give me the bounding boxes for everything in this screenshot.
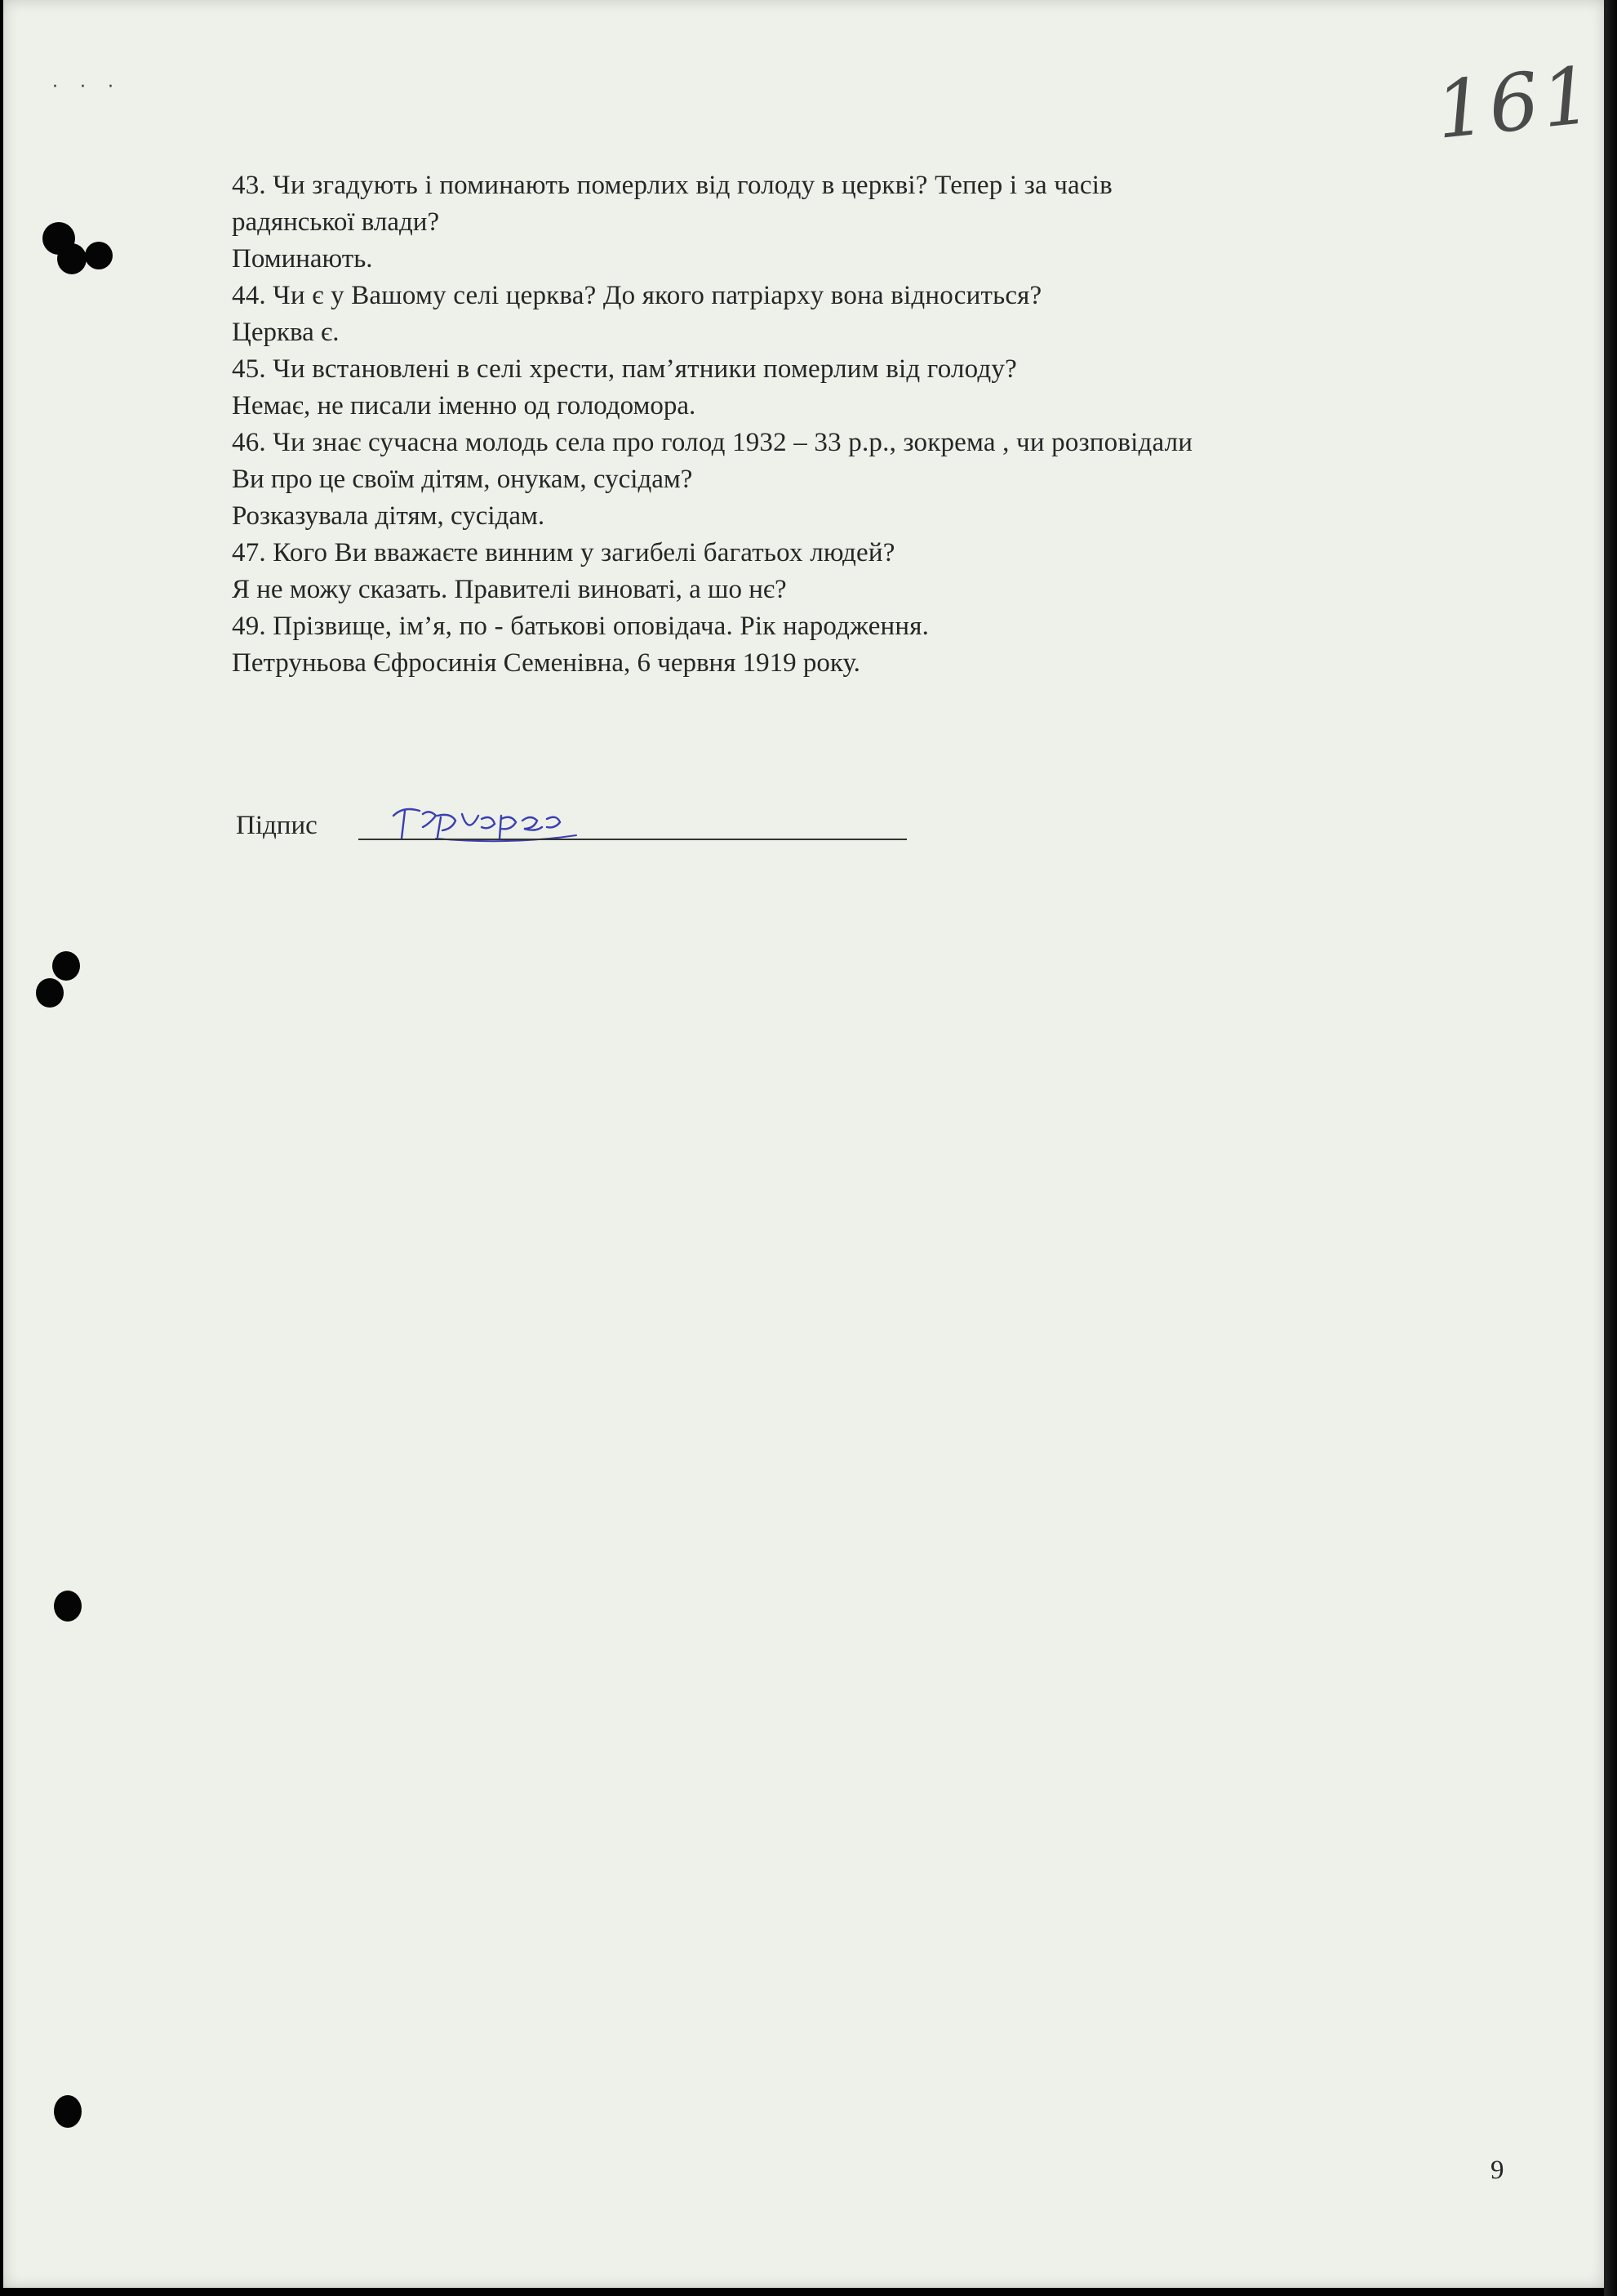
answer-43: Поминають. [232,244,373,274]
page-number: 9 [1490,2156,1504,2185]
signature-label: Підпис [236,811,318,840]
punch-hole-bottom [54,2095,82,2128]
question-45: 45. Чи встановлені в селі хрести, пам’ятники померлим від голоду? [232,354,1017,384]
question-46-line-2: Ви про це своїм дітям, онукам, сусідам? [232,465,693,494]
document-page [3,0,1605,2288]
scan-specks: · · · [52,77,122,97]
punch-hole-middle-upper [52,951,80,981]
answer-47: Я не можу сказать. Правителі виноваті, а шо нє? [232,575,787,604]
question-49: 49. Прізвище, ім’я, по - батькові оповідача. Рік народження. [232,612,930,641]
signature-area [236,796,922,861]
scan-edge [1604,0,1617,2296]
question-46-line-1: 46. Чи знає сучасна молодь села про голод 1932 – 33 р.р., зокрема , чи розповідали [232,428,1193,457]
answer-46: Розказувала дітям, сусідам. [232,501,545,531]
punch-hole-middle-lower [36,978,64,1008]
answer-44: Церква є. [232,318,340,347]
question-44: 44. Чи є у Вашому селі церква? До якого патріархy вона відноситься? [232,281,1042,310]
answer-49: Петруньова Єфросинія Семенівна, 6 червня 1919 року. [232,648,860,678]
question-43-line-1: 43. Чи згадують і поминають померлих від голоду в церкві? Тепер і за часів [232,171,1113,200]
signature-line [358,839,907,840]
answer-45: Немає, не писали іменно од голодомора. [232,391,696,420]
punch-hole-top-lower [57,243,87,274]
archive-number: 161 [1431,49,1600,157]
punch-hole-lower [54,1591,82,1622]
question-43-line-2: радянської влади? [232,207,440,237]
questionnaire-text [232,167,1489,682]
question-47: 47. Кого Ви вважаєте винним у загибелі багатьох людей? [232,538,895,567]
punch-hole-top-right [85,242,113,269]
